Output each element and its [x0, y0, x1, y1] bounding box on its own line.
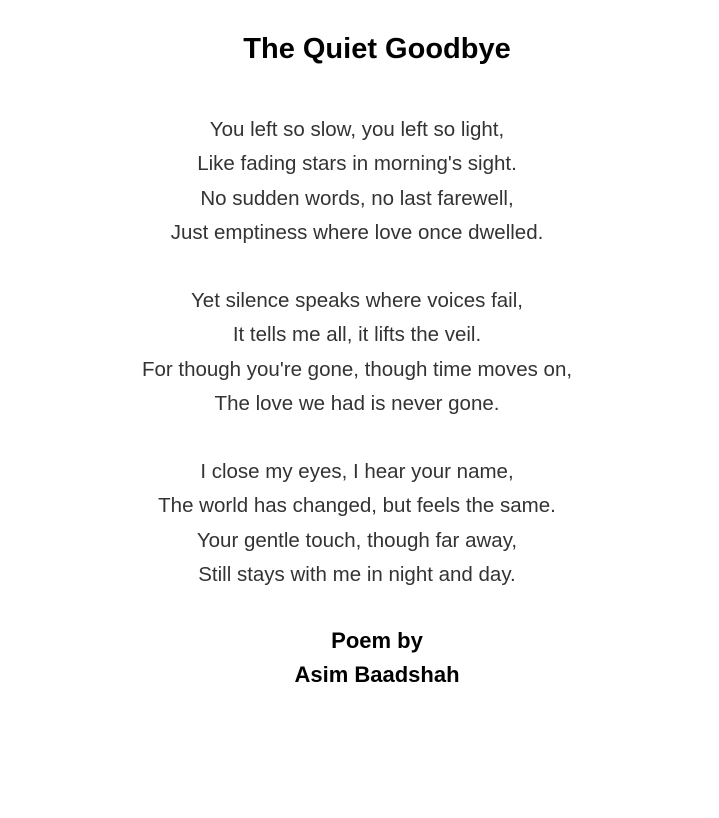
- stanza-line: Your gentle touch, though far away,: [196, 528, 518, 552]
- stanza-line: I close my eyes, I hear your name,: [200, 460, 514, 483]
- stanza-line: Like fading stars in morning's sight.: [197, 152, 517, 176]
- stanza-line: Yet silence speaks where voices fail,: [191, 289, 523, 312]
- stanza-line: For though you're gone, though time moves on,: [141, 357, 573, 381]
- credit-author: Asim Baadshah: [294, 662, 460, 687]
- stanza-line: You left so slow, you left so light,: [209, 118, 505, 141]
- stanza-line: The world has changed, but feels the same.: [158, 494, 556, 518]
- credit-byline: Poem by: [331, 628, 423, 653]
- stanza-line: Just emptiness where love once dwelled.: [170, 220, 544, 244]
- poem-credit: [0, 624, 719, 692]
- stanza-line: No sudden words, no last farewell,: [200, 186, 514, 210]
- stanza-1: [0, 113, 714, 250]
- stanza-line: It tells me all, it lifts the veil.: [232, 323, 482, 347]
- stanza-line: The love we had is never gone.: [214, 391, 500, 415]
- poem-title: The Quiet Goodbye: [243, 33, 511, 65]
- stanza-2: [0, 284, 714, 421]
- stanza-3: [0, 455, 714, 592]
- stanza-line: Still stays with me in night and day.: [198, 562, 516, 586]
